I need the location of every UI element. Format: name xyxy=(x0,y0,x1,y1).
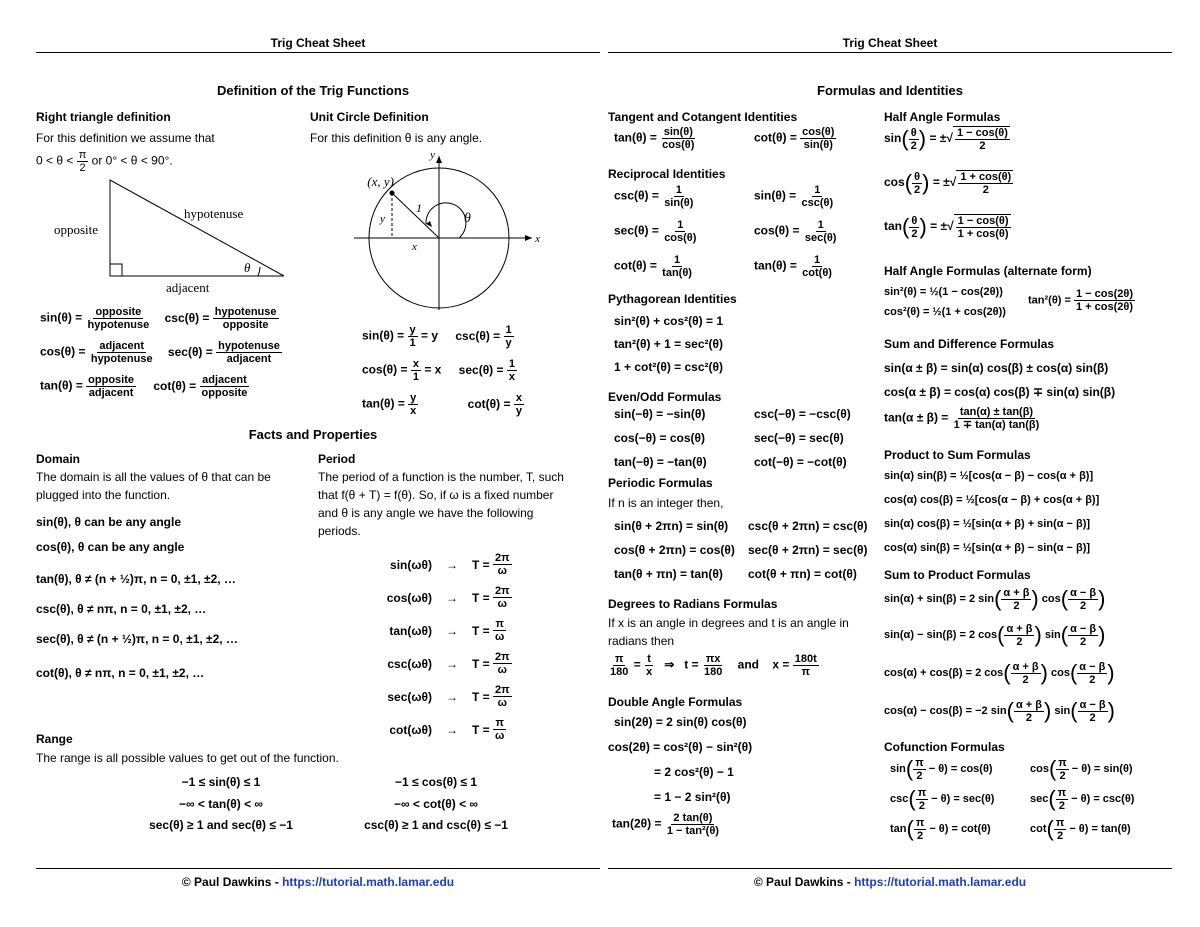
page-header-title: Trig Cheat Sheet xyxy=(842,36,938,50)
even-odd-item: tan(−θ) = −tan(θ) xyxy=(614,455,707,469)
label-theta: θ xyxy=(464,211,471,226)
deg-rad-text-2: radians then xyxy=(608,634,675,648)
reciprocal-item: cos(θ) = 1 sec(θ) xyxy=(754,219,837,244)
tan-cot-item: tan(θ) = $\frac{\sin(\theta)}{\cos(\theta)}$ xyxy=(614,126,695,151)
period-heading: Period xyxy=(318,452,356,466)
period-row: cot(ωθ) → T = $\frac{\pi}{\omega}$ xyxy=(389,717,505,742)
cofunction-item: cos( $\frac{\pi}{2}$ − θ) = sin(θ) xyxy=(1030,756,1133,782)
periodic-item: sin(θ + 2πn) = sin(θ) xyxy=(614,519,729,533)
domain-item: sin(θ), θ can be any angle xyxy=(36,515,182,529)
label-one: 1 xyxy=(416,201,422,215)
unit-circle-heading: Unit Circle Definition xyxy=(310,110,429,124)
page-footer: © Paul Dawkins - https://tutorial.math.lamar.edu xyxy=(181,875,455,889)
sum-product-item: sin(α) − sin(β) = 2 cos( $\frac{\alpha + \beta}{2}$ ) sin( $\frac{\alpha - \beta}{2}$ ) xyxy=(884,622,1106,648)
deg-rad-text-1: If x is an angle in degrees and t is an angle in xyxy=(608,616,849,630)
label-hypotenuse: hypotenuse xyxy=(184,206,244,221)
label-point: (x, y) xyxy=(367,174,394,189)
product-sum-heading: Product to Sum Formulas xyxy=(884,448,1031,462)
sum-diff-item: sin(α ± β) = sin(α) cos(β) ± cos(α) sin(β) xyxy=(884,361,1109,375)
domain-item: cot(θ), θ ≠ nπ, n = 0, ±1, ±2, … xyxy=(36,666,205,680)
even-odd-item: sin(−θ) = −sin(θ) xyxy=(614,407,706,421)
domain-text-2: plugged into the function. xyxy=(36,488,171,502)
page-right xyxy=(608,0,1172,927)
sum-product-item: cos(α) − cos(β) = −2 sin( $\frac{\alpha + \beta}{2}$ ) sin( $\frac{\alpha - \beta}{2}$ ) xyxy=(884,698,1115,724)
pythagorean-item: tan²(θ) + 1 = sec²(θ) xyxy=(614,337,723,351)
double-angle-tan: tan(2θ) = $\frac{2 \tan(\theta)}{\text{1 − tan²(θ)}}$ xyxy=(612,812,719,837)
theta-arc xyxy=(426,203,466,238)
double-angle-heading: Double Angle Formulas xyxy=(608,695,743,709)
reciprocal-item: sin(θ) = 1 csc(θ) xyxy=(754,184,834,209)
radius-line xyxy=(392,193,439,238)
range-item: csc(θ) ≥ 1 and csc(θ) ≤ −1 xyxy=(364,818,508,832)
right-triangle-intro-2: 0 < θ < $\frac{\pi}{2}$ or 0° < θ < 90°. xyxy=(36,149,173,174)
section-title-definitions: Definition of the Trig Functions xyxy=(216,83,410,98)
periodic-item: sec(θ + 2πn) = sec(θ) xyxy=(748,543,868,557)
footer-link[interactable]: https://tutorial.math.lamar.edu xyxy=(282,875,455,889)
triangle-shape xyxy=(110,180,284,276)
sum-product-item: sin(α) + sin(β) = 2 sin( $\frac{\alpha + \beta}{2}$ ) cos( $\frac{\alpha - \beta}{2}$ ) xyxy=(884,586,1106,612)
period-text-4: periods. xyxy=(318,524,361,538)
range-heading: Range xyxy=(36,732,73,746)
periodic-text: If n is an integer then, xyxy=(608,496,724,510)
range-item: −∞ < tan(θ) < ∞ xyxy=(179,797,263,811)
half-angle-item: sin( $\frac{\theta}{2}$ ) = ±√ $\frac{1 - \cos(\theta)}{2}$ xyxy=(884,126,1008,152)
label-x: x xyxy=(412,241,417,253)
label-opposite: opposite xyxy=(54,222,99,237)
reciprocal-item: csc(θ) = $\frac{1}{\sin(\theta)}$ xyxy=(614,184,694,209)
footer-link[interactable]: https://tutorial.math.lamar.edu xyxy=(854,875,1027,889)
double-angle-item: cos(2θ) = cos²(θ) − sin²(θ) xyxy=(608,740,753,754)
period-row: cos(ωθ) → T = $\frac{2\pi}{\omega}$ xyxy=(386,585,510,610)
sum-diff-heading: Sum and Difference Formulas xyxy=(884,337,1055,351)
deg-rad-heading: Degrees to Radians Formulas xyxy=(608,597,778,611)
period-list xyxy=(366,548,586,746)
half-angle-alt-line: sin²(θ) = ½(1 − cos(2θ)) xyxy=(884,286,1003,298)
cofunction-item: sin( $\frac{\pi}{2}$ − θ) = cos(θ) xyxy=(890,756,993,782)
domain-item: csc(θ), θ ≠ nπ, n = 0, ±1, ±2, … xyxy=(36,602,207,616)
range-item: sec(θ) ≥ 1 and sec(θ) ≤ −1 xyxy=(149,818,293,832)
half-angle-heading: Half Angle Formulas xyxy=(884,110,1001,124)
double-angle-item: = 2 cos²(θ) − 1 xyxy=(654,765,734,779)
section-title-formulas: Formulas and Identities xyxy=(817,83,963,98)
period-row: sec(ωθ) → T = $\frac{2\pi}{\omega}$ xyxy=(387,684,510,709)
x-axis-arrow xyxy=(525,235,532,241)
label-x-axis: x xyxy=(535,233,540,245)
reciprocal-heading: Reciprocal Identities xyxy=(608,167,726,181)
double-angle-item: = 1 − 2 sin²(θ) xyxy=(654,790,731,804)
half-angle-alt-line: cos²(θ) = ½(1 + cos(2θ)) xyxy=(884,306,1006,318)
section-title-facts: Facts and Properties xyxy=(248,427,378,442)
domain-item: cos(θ), θ can be any angle xyxy=(36,540,185,554)
tan-cot-item: cot(θ) = $\frac{\cos(\theta)}{\sin(\theta)}$ xyxy=(754,126,835,151)
product-sum-item: cos(α) cos(β) = ½[cos(α − β) + cos(α + β)] xyxy=(884,494,1100,506)
period-text-1: The period of a function is the number, T, such xyxy=(318,470,564,484)
half-angle-alt-heading: Half Angle Formulas (alternate form) xyxy=(884,264,1092,278)
unit-circle-intro: For this definition θ is any angle. xyxy=(310,131,483,145)
deg-rad-formula: $\frac{\pi}{180}$ = $\frac{t}{x}$ ⇒ t = $\frac{\pi x}{180}$ and x = $\frac{180t}{\pi}$ xyxy=(610,653,817,678)
unit-circle-diagram xyxy=(354,148,544,316)
angle-arc xyxy=(258,267,260,276)
page-footer: © Paul Dawkins - https://tutorial.math.lamar.edu xyxy=(753,875,1027,889)
periodic-item: cos(θ + 2πn) = cos(θ) xyxy=(614,543,735,557)
right-angle-mark xyxy=(110,264,122,276)
unit-circle-defs: sin(θ) = $\frac{y}{1}$ = y csc(θ) = $\frac{1}{y}$ cos(θ) = $\frac{x}{1}$ = x sec(θ) = $\frac{1}{x}$ tan(θ) = $\frac{y}{x}$ cot(θ) = $\frac{x}{y}$ xyxy=(362,324,522,417)
right-triangle-defs: sin(θ) = opposite hypotenuse csc(θ) = hypotenuse opposite cos(θ) = adjacent hypotenuse sec(θ) = hypotenuse adjacent tan(θ) = opposite adjacent cot(θ) = adjacent opposite xyxy=(40,306,280,399)
y-axis-arrow xyxy=(436,156,442,163)
label-y: y xyxy=(380,213,385,225)
period-row: sin(ωθ) → T = $\frac{2\pi}{\omega}$ xyxy=(390,552,510,577)
range-item: −1 ≤ cos(θ) ≤ 1 xyxy=(394,775,478,789)
product-sum-item: cos(α) sin(β) = ½[sin(α + β) − sin(α − β)] xyxy=(884,542,1091,554)
domain-item: tan(θ), θ ≠ (n + ½)π, n = 0, ±1, ±2, … xyxy=(36,572,236,586)
label-y-axis: y xyxy=(430,149,435,161)
domain-item: sec(θ), θ ≠ (n + ½)π, n = 0, ±1, ±2, … xyxy=(36,632,238,646)
cofunction-item: csc( $\frac{\pi}{2}$ − θ) = sec(θ) xyxy=(890,786,995,812)
label-adjacent: adjacent xyxy=(166,280,210,295)
half-angle-alt-tan: tan²(θ) = $\frac{1 - \cos(2\theta)}{1 + \cos(2\theta)}$ xyxy=(1028,288,1133,313)
pythagorean-item: 1 + cot²(θ) = csc²(θ) xyxy=(614,360,723,374)
sum-diff-item: cos(α ± β) = cos(α) cos(β) ∓ sin(α) sin(β) xyxy=(884,385,1116,399)
tan-cot-heading: Tangent and Cotangent Identities xyxy=(608,110,798,124)
reciprocal-item: tan(θ) = $\frac{1}{\cot(\theta)}$ xyxy=(754,254,832,279)
product-sum-item: sin(α) cos(β) = ½[sin(α + β) + sin(α − β)] xyxy=(884,518,1091,530)
cofunction-item: sec( $\frac{\pi}{2}$ − θ) = csc(θ) xyxy=(1030,786,1135,812)
period-text-3: and θ is any angle we have the following xyxy=(318,506,534,520)
sum-diff-tan: tan(α ± β) = $\frac{\tan(\alpha) \pm \tan(\beta)}{1 \mp \tan(\alpha) \tan(\beta)}$ xyxy=(884,406,1040,431)
cofunction-item: cot( $\frac{\pi}{2}$ − θ) = tan(θ) xyxy=(1030,816,1131,842)
cofunction-heading: Cofunction Formulas xyxy=(884,740,1005,754)
cofunction-item: tan( $\frac{\pi}{2}$ − θ) = cot(θ) xyxy=(890,816,991,842)
half-angle-item: tan( $\frac{\theta}{2}$ ) = ±√ $\frac{1 - \cos(\theta)}{1 + \cos(\theta)}$ xyxy=(884,214,1009,240)
range-text: The range is all possible values to get out of the function. xyxy=(36,751,339,765)
periodic-item: tan(θ + πn) = tan(θ) xyxy=(614,567,723,581)
periodic-heading: Periodic Formulas xyxy=(608,476,713,490)
sum-product-item: cos(α) + cos(β) = 2 cos( $\frac{\alpha + \beta}{2}$ ) cos( $\frac{\alpha - \beta}{2}$ ) xyxy=(884,660,1115,686)
domain-text-1: The domain is all the values of θ that can be xyxy=(36,470,271,484)
half-angle-item: cos( $\frac{\theta}{2}$ ) = ±√ $\frac{1 + \cos(\theta)}{2}$ xyxy=(884,170,1012,196)
even-odd-item: cos(−θ) = cos(θ) xyxy=(614,431,705,445)
reciprocal-item: cot(θ) = $\frac{1}{\tan(\theta)}$ xyxy=(614,254,692,279)
header-rule xyxy=(36,52,600,53)
point-xy xyxy=(390,191,395,196)
periodic-item: cot(θ + πn) = cot(θ) xyxy=(748,567,857,581)
even-odd-item: cot(−θ) = −cot(θ) xyxy=(754,455,847,469)
range-item: −∞ < cot(θ) < ∞ xyxy=(394,797,478,811)
product-sum-item: sin(α) sin(β) = ½[cos(α − β) − cos(α + β)] xyxy=(884,470,1094,482)
footer-rule xyxy=(36,868,600,869)
sum-product-heading: Sum to Product Formulas xyxy=(884,568,1031,582)
periodic-item: csc(θ + 2πn) = csc(θ) xyxy=(748,519,868,533)
double-angle-item: sin(2θ) = 2 sin(θ) cos(θ) xyxy=(614,715,747,729)
right-triangle-heading: Right triangle definition xyxy=(36,110,171,124)
pythagorean-item: sin²(θ) + cos²(θ) = 1 xyxy=(614,314,723,328)
label-theta: θ xyxy=(244,260,251,275)
page-left xyxy=(36,0,600,927)
header-rule xyxy=(608,52,1172,53)
even-odd-item: csc(−θ) = −csc(θ) xyxy=(754,407,851,421)
footer-rule xyxy=(608,868,1172,869)
domain-heading: Domain xyxy=(36,452,81,466)
right-triangle-diagram xyxy=(36,172,306,302)
page-header-title: Trig Cheat Sheet xyxy=(270,36,366,50)
period-row: csc(ωθ) → T = $\frac{2\pi}{\omega}$ xyxy=(387,651,510,676)
right-triangle-intro-1: For this definition we assume that xyxy=(36,131,215,145)
pythagorean-heading: Pythagorean Identities xyxy=(608,292,737,306)
range-item: −1 ≤ sin(θ) ≤ 1 xyxy=(181,775,261,789)
reciprocal-item: sec(θ) = $\frac{1}{\cos(\theta)}$ xyxy=(614,219,697,244)
period-row: tan(ωθ) → T = $\frac{\pi}{\omega}$ xyxy=(389,618,505,643)
even-odd-heading: Even/Odd Formulas xyxy=(608,390,722,404)
period-text-2: that f(θ + T) = f(θ). So, if ω is a fixed number xyxy=(318,488,554,502)
even-odd-item: sec(−θ) = sec(θ) xyxy=(754,431,844,445)
